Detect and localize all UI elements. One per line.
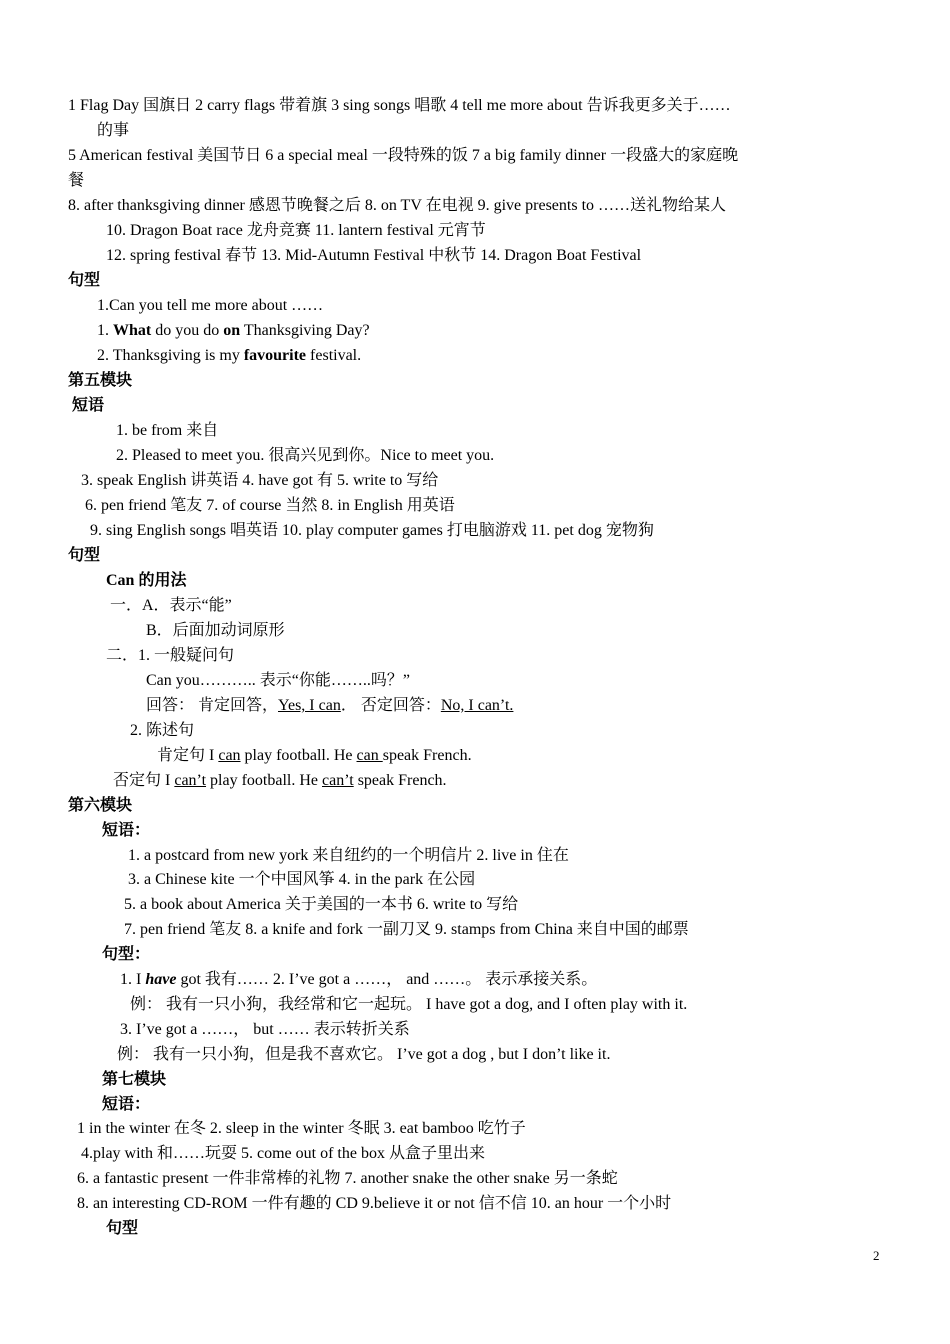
text-line: 2. 陈述句 [130, 722, 195, 739]
text-line: 12. spring festival 春节 13. Mid-Autumn Festival 中秋节 14. Dragon Boat Festival [106, 247, 642, 264]
text-line: 7. pen friend 笔友 8. a knife and fork 一副刀叉 9. stamps from China 来自中国的邮票 [124, 921, 689, 938]
section-heading: 短语： [102, 822, 151, 839]
module-heading: 第六模块 [68, 797, 133, 814]
text-line: 3. a Chinese kite 一个中国风筝 4. in the park 在公园 [128, 871, 476, 888]
subsection-heading: Can 的用法 [106, 572, 187, 589]
text-line: 例： 我有一只小狗，我经常和它一起玩。 I have got a dog, and I often play with it. [130, 996, 688, 1013]
module-heading: 第七模块 [102, 1071, 167, 1088]
text-line: 回答： 肯定回答，Yes, I can． 否定回答：No, I can’t. [146, 697, 514, 714]
section-heading: 短语 [72, 397, 105, 414]
text-line: 2. Pleased to meet you. 很高兴见到你。Nice to meet you. [116, 447, 495, 464]
text-line: 的事 [97, 122, 130, 139]
text-line: 1.Can you tell me more about …… [97, 297, 324, 314]
text-line: 5 American festival 美国节日 6 a special meal 一段特殊的饭 7 a big family dinner 一段盛大的家庭晚 [68, 147, 739, 164]
text-line: 1 Flag Day 国旗日 2 carry flags 带着旗 3 sing songs 唱歌 4 tell me more about 告诉我更多关于…… [68, 97, 731, 114]
text-line: 8. after thanksgiving dinner 感恩节晚餐之后 8. on TV 在电视 9. give presents to ……送礼物给某人 [68, 197, 727, 214]
text-line: 8. an interesting CD-ROM 一件有趣的 CD 9.believe it or not 信不信 10. an hour 一个小时 [77, 1195, 672, 1212]
text-line: 否定句 I can’t play football. He can’t speak French. [113, 772, 447, 789]
section-heading: 短语： [102, 1096, 151, 1113]
text-line: B．后面加动词原形 [146, 622, 285, 639]
text-line: 1. be from 来自 [116, 422, 219, 439]
text-line: 6. a fantastic present 一件非常棒的礼物 7. another snake the other snake 另一条蛇 [77, 1170, 618, 1187]
text-line: 6. pen friend 笔友 7. of course 当然 8. in English 用英语 [85, 497, 455, 514]
text-line: 2. Thanksgiving is my favourite festival. [97, 347, 362, 364]
page-number: 2 [873, 1248, 880, 1263]
section-heading: 句型 [68, 547, 101, 564]
text-line: 肯定句 I can play football. He can speak French. [157, 747, 472, 764]
text-line: Can you……….. 表示“你能……..吗？” [146, 672, 410, 689]
text-line: 1. a postcard from new york 来自纽约的一个明信片 2. live in 住在 [128, 847, 569, 864]
text-line: 例： 我有一只小狗，但是我不喜欢它。 I’ve got a dog , but I don’t like it. [117, 1046, 611, 1063]
text-line: 9. sing English songs 唱英语 10. play computer games 打电脑游戏 11. pet dog 宠物狗 [90, 522, 654, 539]
section-heading: 句型： [102, 946, 151, 963]
text-line: 餐 [68, 172, 85, 189]
section-heading: 句型 [68, 272, 101, 289]
section-heading: 句型 [106, 1220, 139, 1237]
module-heading: 第五模块 [68, 372, 133, 389]
text-line: 1. I have got 我有…… 2. I’ve got a ……， and ……。 表示承接关系。 [120, 971, 598, 988]
text-line: 10. Dragon Boat race 龙舟竞赛 11. lantern festival 元宵节 [106, 222, 486, 239]
text-line: 3. speak English 讲英语 4. have got 有 5. write to 写给 [81, 472, 439, 489]
text-line: 5. a book about America 关于美国的一本书 6. write to 写给 [124, 896, 519, 913]
text-line: 1. What do you do on Thanksgiving Day? [97, 322, 370, 339]
text-line: 3. I’ve got a ……， but …… 表示转折关系 [120, 1021, 410, 1038]
text-line: 1 in the winter 在冬 2. sleep in the winter 冬眠 3. eat bamboo 吃竹子 [77, 1120, 526, 1137]
text-line: 二．1. 一般疑问句 [106, 647, 235, 664]
text-line: 4.play with 和……玩耍 5. come out of the box 从盒子里出来 [81, 1145, 485, 1162]
text-line: 一．A．表示“能” [110, 597, 232, 614]
